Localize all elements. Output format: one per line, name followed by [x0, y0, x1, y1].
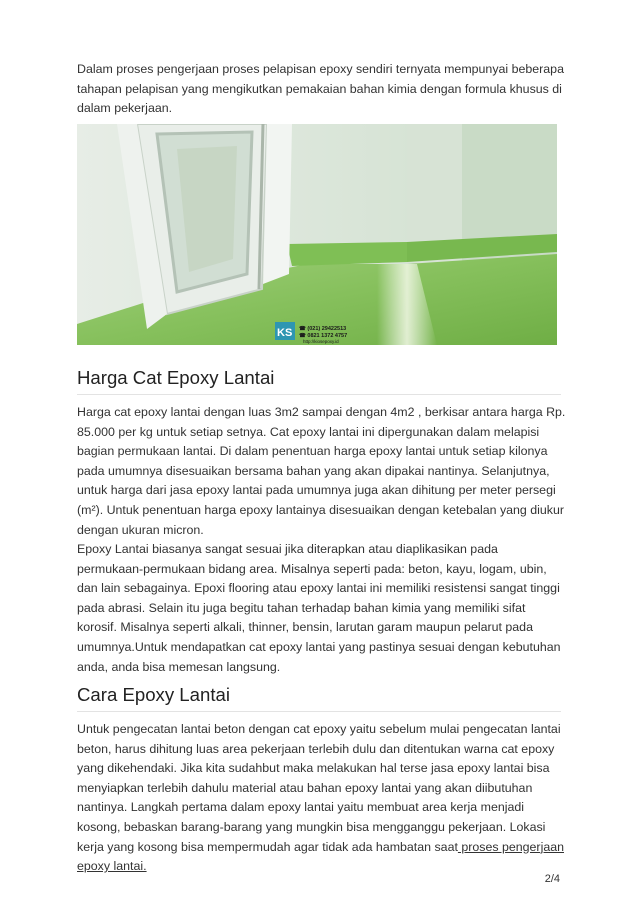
- watermark-phone-1: ☎ (021) 29422513: [299, 326, 347, 332]
- watermark-phone-2: ☎ 0821 1372 4757: [299, 333, 348, 339]
- page-number: 2/4: [544, 873, 560, 885]
- epoxy-floor-photo: [77, 124, 557, 345]
- watermark-logo-text: KS: [277, 327, 293, 339]
- heading-cara-epoxy-lantai: Cara Epoxy Lantai: [77, 684, 561, 712]
- harga-paragraph-1: Harga cat epoxy lantai dengan luas 3m2 sampai dengan 4m2 , berkisar antara harga Rp. 85.000 per kg untuk setiap setnya. Cat epoxy lantai ini dipergunakan dalam melapisi bagian permukaan lantai. Di dalam penentuan harga epoxy lantai untuk setiap kilonya pada umumnya disesuaikan bersama bahan yang akan dipakai nantinya. Selanjutnya, untuk harga dari jasa epoxy lantai pada umumnya juga akan dihitung per meter persegi (m²). Untuk penentuan harga epoxy lantainya disesuaikan dengan ketebalan yang diukur dengan ukuran micron.: [77, 405, 566, 537]
- photo-illustration: [77, 124, 557, 345]
- cara-paragraph: [77, 720, 567, 877]
- proses-pengerjaan-link[interactable]: proses pengerjaan epoxy lantai.: [77, 839, 564, 874]
- watermark-url: http://kiosepoxy.id: [303, 339, 339, 344]
- harga-paragraph-2: Epoxy Lantai biasanya sangat sesuai jika diterapkan atau diaplikasikan pada permukaan-permukaan bidang area. Misalnya seperti pada: beton, kayu, logam, ubin, dan lain sebagainya. Epoxi flooring atau epoxy lantai ini memiliki resistensi sangat tinggi pada abrasi. Selain itu juga begitu tahan terhadap bahan kimia yang memiliki sifat korosif. Misalnya seperti alkali, thinner, bensin, larutan garam maupun pelarut pada umumnya.Untuk mendapatkan cat epoxy lantai yang pastinya sesuai dengan kebutuhan anda, anda bisa memesan langsung.: [77, 542, 561, 674]
- intro-paragraph: Dalam proses pengerjaan proses pelapisan epoxy sendiri ternyata mempunyai beberapa tahapan pelapisan yang mengikutkan pemakaian bahan kimia dengan formula khusus di dalam pekerjaan.: [77, 62, 564, 116]
- cara-paragraph-text: Untuk pengecatan lantai beton dengan cat epoxy yaitu sebelum mulai pengecatan lantai beton, harus dihitung luas area pekerjaan terlebih dulu dan ditentukan warna cat epoxy yang dikehendaki. Jika kita sudahbut maka melakukan hal terse jasa epoxy lantai bisa menyiapkan terlebih dahulu material atau bahan epoxy lantai yang akan diibutuhan nantinya. Langkah pertama dalam epoxy lantai yaitu membuat area kerja menjadi kosong, bebaskan barang-barang yang mungkin bisa mengganggu pekerjaan. Lokasi kerja yang kosong bisa mempermudah agar tidak ada hambatan saat: [77, 722, 561, 854]
- heading-harga-cat-epoxy-lantai: Harga Cat Epoxy Lantai: [77, 367, 561, 395]
